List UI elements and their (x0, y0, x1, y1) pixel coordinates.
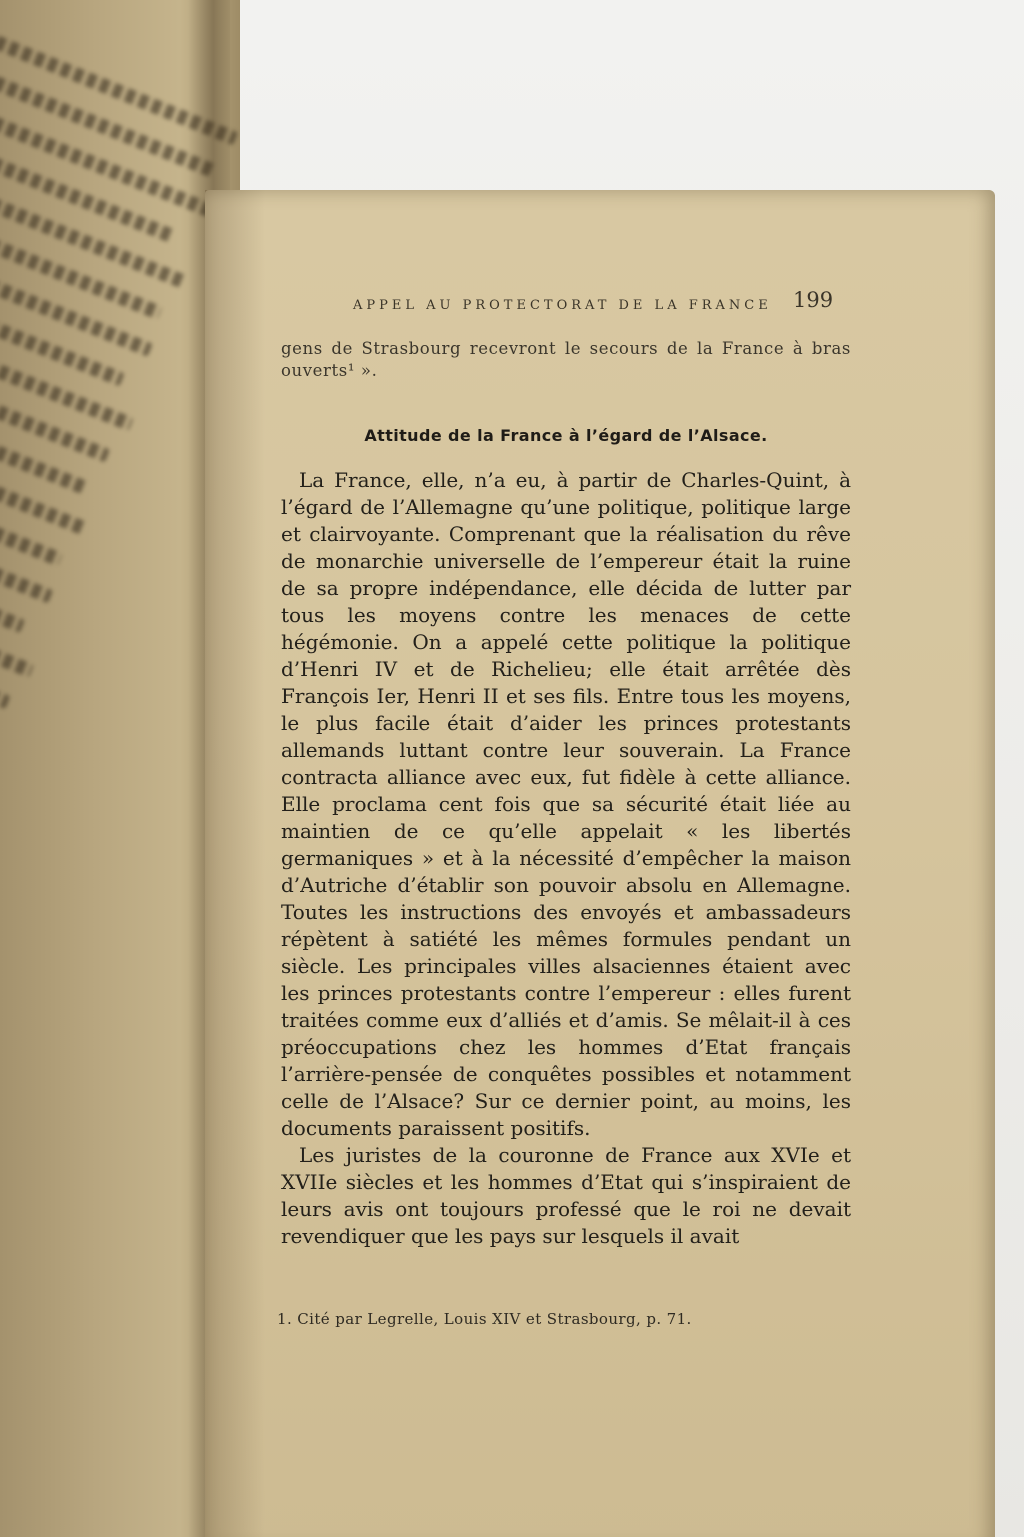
page-fold-shadow (205, 190, 265, 1537)
paragraph-2: Les juristes de la couronne de France aux XVIe et XVIIe siècles et les hommes d’Etat qui s’inspiraient de leurs avis ont toujours professé que le roi ne devait revendiquer que les pays sur lesquels il avait (281, 1143, 851, 1248)
book-page (205, 190, 995, 1537)
footnote: 1. Cité par Legrelle, Louis XIV et Strasbourg, p. 71. (277, 1310, 692, 1328)
quote-continuation: gens de Strasbourg recevront le secours de la France à bras ouverts¹ ». (281, 339, 851, 380)
section-title: Attitude de la France à l’égard de l’Alsace. (364, 426, 768, 445)
page-number: 199 (793, 288, 834, 312)
paragraph-1: La France, elle, n’a eu, à partir de Charles-Quint, à l’égard de l’Allemagne qu’une politique, politique large et clairvoyante. Comprenant que la réalisation du rêve de monarchie universelle de l’empereur était la ruine de sa propre indépendance, elle décida de lutter par tous les moyens contre les menaces de cette hégémonie. On a appelé cette politique la politique d’Henri IV et de Richelieu; elle était arrêtée dès François Ier, Henri II et ses fils. Entre tous les moyens, le plus facile était d’aider les princes protestants allemands luttant contre leur souverain. La France contracta alliance avec eux, fut fidèle à cette alliance. Elle proclama cent fois que sa sécurité était liée au maintien de ce qu’elle appelait « les libertés germaniques » et à la nécessité d’empêcher la maison d’Autriche d’établir son pouvoir absolu en Allemagne. Toutes les instructions des envoyés et ambassadeurs répètent à satiété les mêmes formules pendant un siècle. Les principales villes alsaciennes étaient avec les princes protestants contre l’empereur : elles furent traitées comme eux d’alliés et d’amis. Se mêlait-il à ces préoccupations chez les hommes d’Etat français l’arrière-pensée de conquêtes possibles et notamment celle de l’Alsace? Sur ce dernier point, au moins, les documents paraissent positifs. (281, 468, 851, 1140)
body-text (281, 338, 851, 1250)
running-header: APPEL AU PROTECTORAT DE LA FRANCE (353, 298, 772, 313)
